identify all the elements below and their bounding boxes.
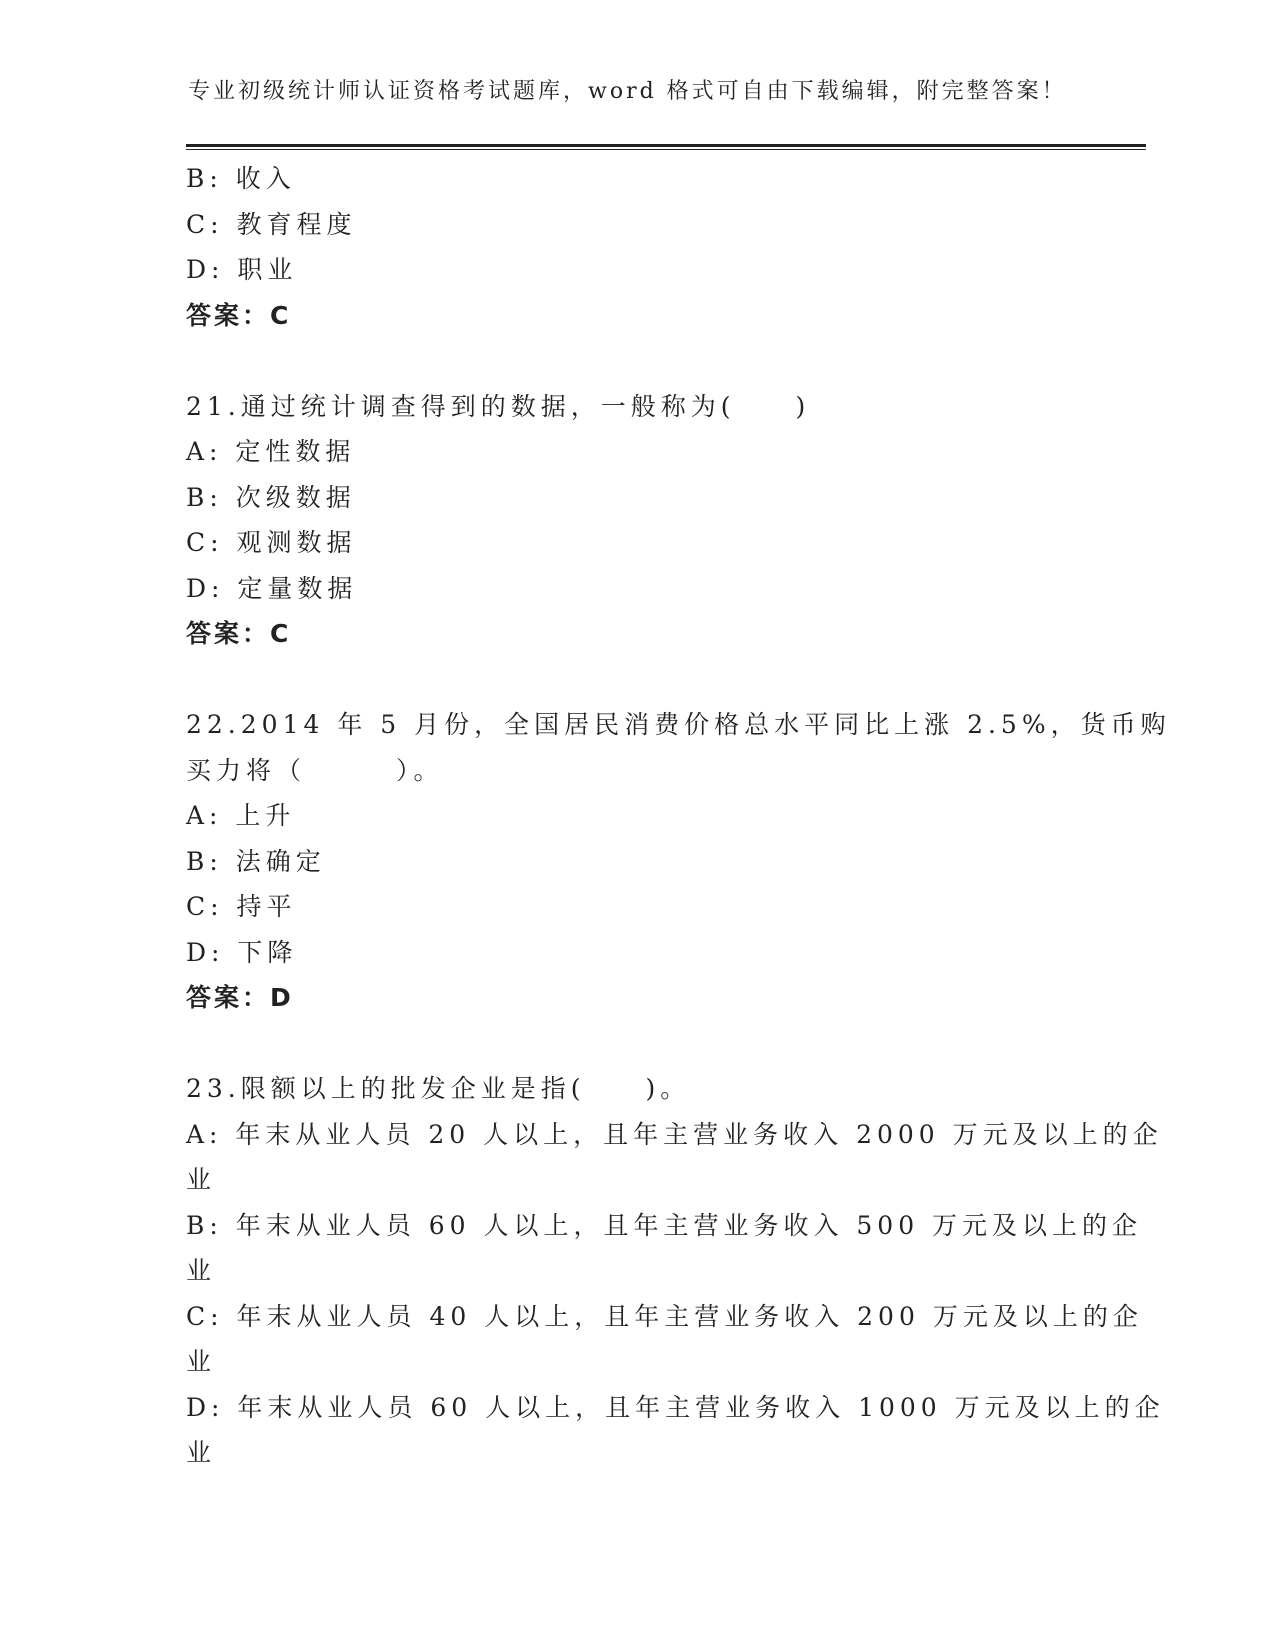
question-22 xyxy=(186,702,1171,1021)
option-c-wrap: 业 xyxy=(186,1347,217,1376)
option-b-wrap: 业 xyxy=(186,1256,217,1285)
option-d: D: 定量数据 xyxy=(186,573,358,603)
option-b: B: 法确定 xyxy=(186,846,326,876)
page-header-title: 专业初级统计师认证资格考试题库，word 格式可自由下载编辑，附完整答案！ xyxy=(188,79,1067,104)
answer-line: 答案：C xyxy=(186,619,292,648)
answer-line: 答案：C xyxy=(186,300,292,330)
question-stem: 23.限额以上的批发企业是指( )。 xyxy=(186,1074,691,1103)
option-a: A: 年末从业人员 20 人以上，且年主营业务收入 2000 万元及以上的企 xyxy=(186,1119,1163,1149)
option-c: C: 观测数据 xyxy=(186,528,357,557)
option-a: A: 上升 xyxy=(186,801,296,830)
question-23 xyxy=(186,1066,1165,1476)
option-c: C: 持平 xyxy=(186,892,297,921)
question-content xyxy=(186,156,1171,1476)
spacer xyxy=(186,1021,1086,1067)
question-stem-continuation: 买力将（ ）。 xyxy=(186,755,444,785)
spacer xyxy=(186,338,1086,384)
spacer xyxy=(186,657,1086,703)
option-a: A: 定性数据 xyxy=(186,437,356,466)
question-21 xyxy=(186,384,1086,657)
option-d-wrap: 业 xyxy=(186,1438,217,1467)
question-stem: 22.2014 年 5 月份，全国居民消费价格总水平同比上涨 2.5%，货币购 xyxy=(186,710,1171,739)
question-stem: 21.通过统计调查得到的数据，一般称为( ) xyxy=(186,391,811,421)
option-b: B: 年末从业人员 60 人以上，且年主营业务收入 500 万元及以上的企 xyxy=(186,1210,1143,1240)
option-d: D: 职业 xyxy=(186,255,298,284)
option-b: B: 次级数据 xyxy=(186,482,356,512)
question-20-continuation xyxy=(186,156,1086,338)
option-d: D: 年末从业人员 60 人以上，且年主营业务收入 1000 万元及以上的企 xyxy=(186,1392,1165,1422)
option-b: B: 收入 xyxy=(186,164,296,193)
answer-line: 答案：D xyxy=(186,983,294,1012)
option-c: C: 年末从业人员 40 人以上，且年主营业务收入 200 万元及以上的企 xyxy=(186,1301,1143,1331)
header-rule-thick xyxy=(186,144,1146,147)
option-c: C: 教育程度 xyxy=(186,209,357,239)
option-a-wrap: 业 xyxy=(186,1165,217,1194)
option-d: D: 下降 xyxy=(186,937,298,967)
header-rule-thin xyxy=(186,149,1146,150)
